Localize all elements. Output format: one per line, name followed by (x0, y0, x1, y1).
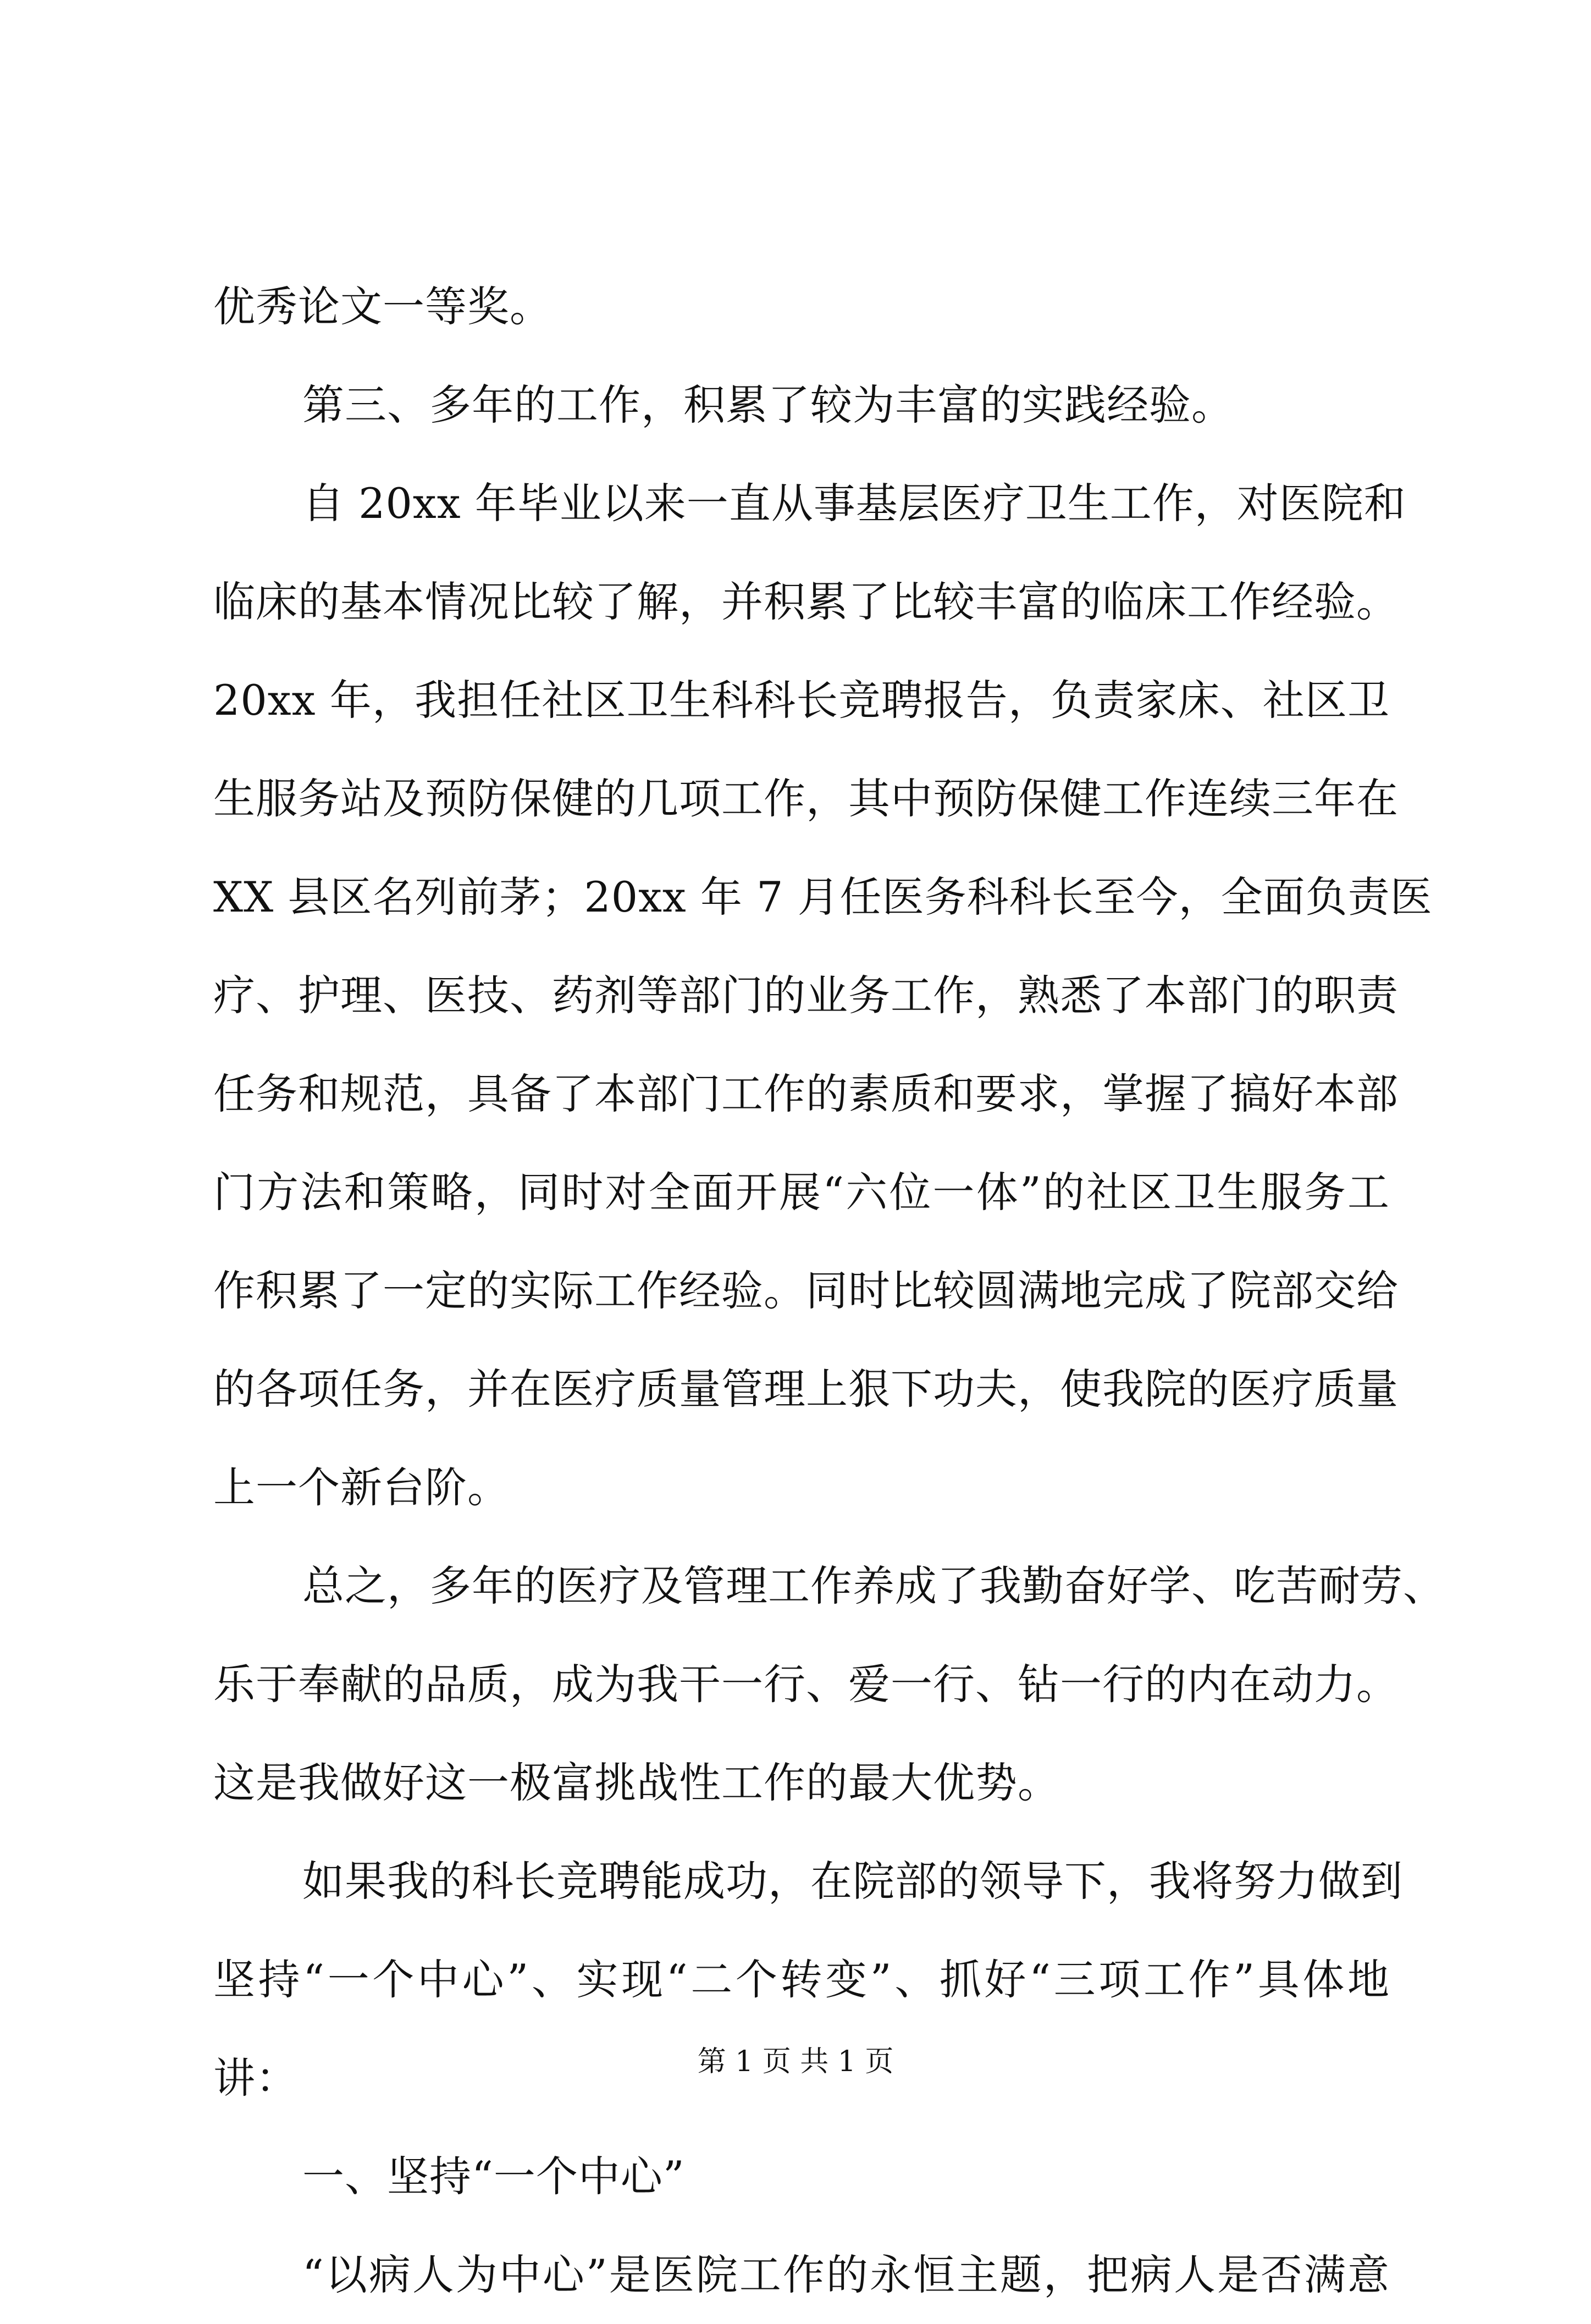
paragraph-line: 讲： (213, 2053, 298, 2102)
paragraph-line: 疗、护理、医技、药剂等部门的业务工作，熟悉了本部门的职责 (213, 971, 1399, 1020)
paragraph-line: 的各项任务，并在医疗质量管理上狠下功夫，使我院的医疗质量 (213, 1365, 1399, 1414)
paragraph-line: 任务和规范，具备了本部门工作的素质和要求，掌握了搞好本部 (213, 1069, 1399, 1118)
paragraph-line: 坚持“一个中心”、实现“二个转变”、抓好“三项工作”具体地 (213, 1955, 1390, 2004)
paragraph-line: 这是我做好这一极富挑战性工作的最大优势。 (213, 1758, 1060, 1807)
paragraph-line: 生服务站及预防保健的几项工作，其中预防保健工作连续三年在 (213, 774, 1399, 823)
paragraph-line: 乐于奉献的品质，成为我干一行、爱一行、钻一行的内在动力。 (213, 1660, 1399, 1709)
paragraph-line: 门方法和策略，同时对全面开展“六位一体”的社区卫生服务工 (213, 1168, 1390, 1217)
paragraph-line: 20xx 年，我担任社区卫生科科长竞聘报告，负责家床、社区卫 (213, 676, 1390, 725)
section-heading: 一、坚持“一个中心” (302, 2152, 685, 2201)
paragraph-line: “以病人为中心”是医院工作的永恒主题，把病人是否满意 (302, 2250, 1390, 2299)
document-body (213, 257, 1445, 2324)
page-footer: 第 1 页 共 1 页 (697, 2045, 894, 2078)
paragraph-line: 作积累了一定的实际工作经验。同时比较圆满地完成了院部交给 (213, 1266, 1399, 1315)
paragraph-line: 如果我的科长竞聘能成功，在院部的领导下，我将努力做到 (302, 1857, 1403, 1906)
paragraph-line: 上一个新台阶。 (213, 1463, 510, 1512)
paragraph-line: 优秀论文一等奖。 (213, 282, 552, 331)
paragraph-line: 临床的基本情况比较了解，并积累了比较丰富的临床工作经验。 (213, 577, 1399, 626)
paragraph-line: XX 县区名列前茅；20xx 年 7 月任医务科科长至今，全面负责医 (213, 873, 1433, 921)
section-heading: 第三、多年的工作，积累了较为丰富的实践经验。 (302, 380, 1234, 429)
paragraph-line: 自 20xx 年毕业以来一直从事基层医疗卫生工作，对医院和 (302, 479, 1406, 528)
paragraph-line: 总之，多年的医疗及管理工作养成了我勤奋好学、吃苦耐劳、 (302, 1561, 1445, 1610)
